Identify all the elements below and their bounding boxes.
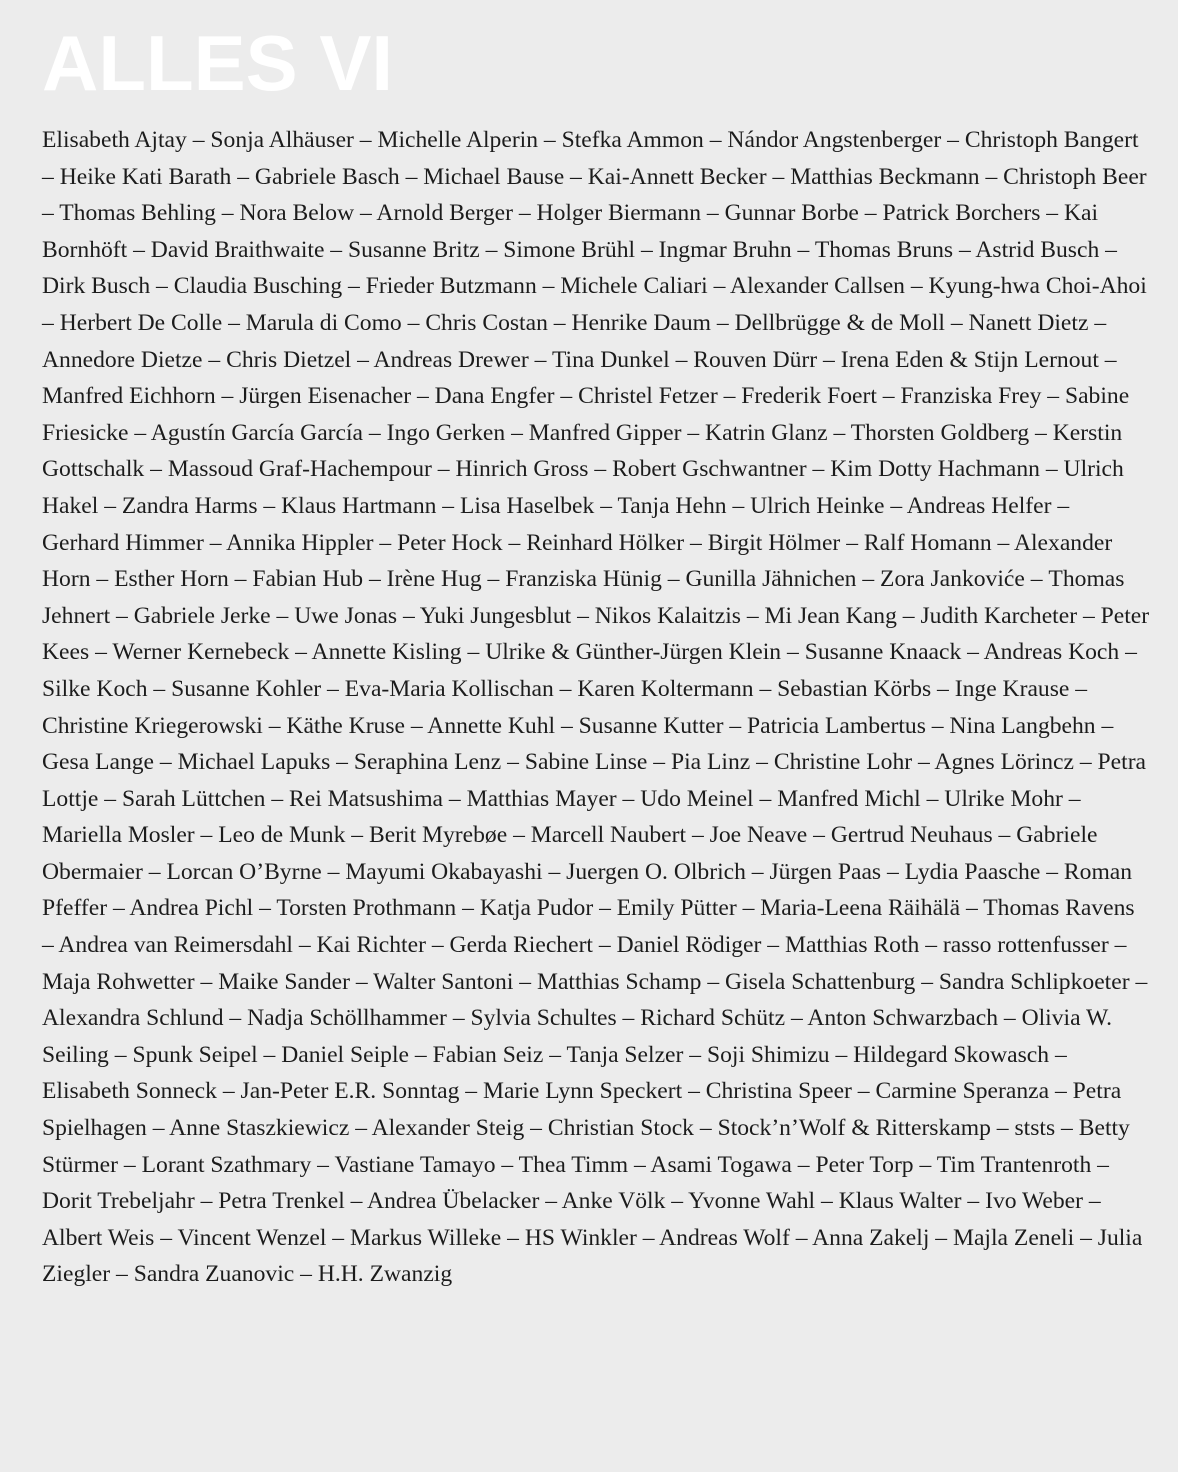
page-title: ALLES VI	[42, 19, 394, 107]
page-content	[42, 18, 1152, 1293]
artist-names-list: Elisabeth Ajtay – Sonja Alhäuser – Michelle Alperin – Stefka Ammon – Nándor Angstenberger – Christoph Bangert – Heike Kati Barath – Gabriele Basch – Michael Bause – Kai-Annett Becker – Matthias Beckmann – Christoph Beer – Thomas Behling – Nora Below – Arnold Berger – Holger Biermann – Gunnar Borbe – Patrick Borchers – Kai Bornhöft – David Braithwaite – Susanne Britz – Simone Brühl – Ingmar Bruhn – Thomas Bruns – Astrid Busch – Dirk Busch – Claudia Busching – Frieder Butzmann – Michele Caliari – Alexander Callsen – Kyung-hwa Choi-Ahoi – Herbert De Colle – Marula di Como – Chris Costan – Henrike Daum – Dellbrügge & de Moll – Nanett Dietz – Annedore Dietze – Chris Dietzel – Andreas Drewer – Tina Dunkel – Rouven Dürr – Irena Eden & Stijn Lernout – Manfred Eichhorn – Jürgen Eisenacher – Dana Engfer – Christel Fetzer – Frederik Foert – Franziska Frey – Sabine Friesicke – Agustín García García – Ingo Gerken – Manfred Gipper – Katrin Glanz – Thorsten Goldberg – Kerstin Gottschalk – Massoud Graf-Hachempour – Hinrich Gross – Robert Gschwantner – Kim Dotty Hachmann – Ulrich Hakel – Zandra Harms – Klaus Hartmann – Lisa Haselbek – Tanja Hehn – Ulrich Heinke – Andreas Helfer – Gerhard Himmer – Annika Hippler – Peter Hock – Reinhard Hölker – Birgit Hölmer – Ralf Homann – Alexander Horn – Esther Horn – Fabian Hub – Irène Hug – Franziska Hünig – Gunilla Jähnichen – Zora Jankovićе – Thomas Jehnert – Gabriele Jerke – Uwe Jonas – Yuki Jungesblut – Nikos Kalaitzis – Mi Jean Kang – Judith Karcheter – Peter Kees – Werner Kernebeck – Annette Kisling – Ulrike & Günther-Jürgen Klein – Susanne Knaack – Andreas Koch – Silke Koch – Susanne Kohler – Eva-Maria Kollischan – Karen Koltermann – Sebastian Körbs – Inge Krause – Christine Kriegerowski – Käthe Kruse – Annette Kuhl – Susanne Kutter – Patricia Lambertus – Nina Langbehn – Gesa Lange – Michael Lapuks – Seraphina Lenz – Sabine Linse – Pia Linz – Christine Lohr – Agnes Lörincz – Petra Lottje – Sarah Lüttchen – Rei Matsushima – Matthias Mayer – Udo Meinel – Manfred Michl – Ulrike Mohr – Mariella Mosler – Leo de Munk – Berit Myrebøe – Marcell Naubert – Joe Neave – Gertrud Neuhaus – Gabriele Obermaier – Lorcan O’Byrne – Mayumi Okabayashi – Juergen O. Olbrich – Jürgen Paas – Lydia Paasche – Roman Pfeffer – Andrea Pichl – Torsten Prothmann – Katja Pudor – Emily Pütter – Maria-Leena Räihälä – Thomas Ravens – Andrea van Reimersdahl – Kai Richter – Gerda Riechert – Daniel Rödiger – Matthias Roth – rasso rottenfusser – Maja Rohwetter – Maike Sander – Walter Santoni – Matthias Schamp – Gisela Schattenburg – Sandra Schlipkoeter – Alexandra Schlund – Nadja Schöllhammer – Sylvia Schultes – Richard Schütz – Anton Schwarzbach – Olivia W. Seiling – Spunk Seipel – Daniel Seiple – Fabian Seiz – Tanja Selzer – Soji Shimizu – Hildegard Skowasch – Elisabeth Sonneck – Jan-Peter E.R. Sonntag – Marie Lynn Speckert – Christina Speer – Carmine Speranza – Petra Spielhagen – Anne Staszkiewicz – Alexander Steig – Christian Stock – Stock’n’Wolf & Ritterskamp – ststs – Betty Stürmer – Lorant Szathmary – Vastiane Tamayo – Thea Timm – Asami Togawa – Peter Torp – Tim Trantenroth – Dorit Trebeljahr – Petra Trenkel – Andrea Übelacker – Anke Völk – Yvonne Wahl – Klaus Walter – Ivo Weber – Albert Weis – Vincent Wenzel – Markus Willeke – HS Winkler – Andreas Wolf – Anna Zakelj – Majla Zeneli – Julia Ziegler – Sandra Zuanovic – H.H. Zwanzig	[42, 127, 1150, 1288]
